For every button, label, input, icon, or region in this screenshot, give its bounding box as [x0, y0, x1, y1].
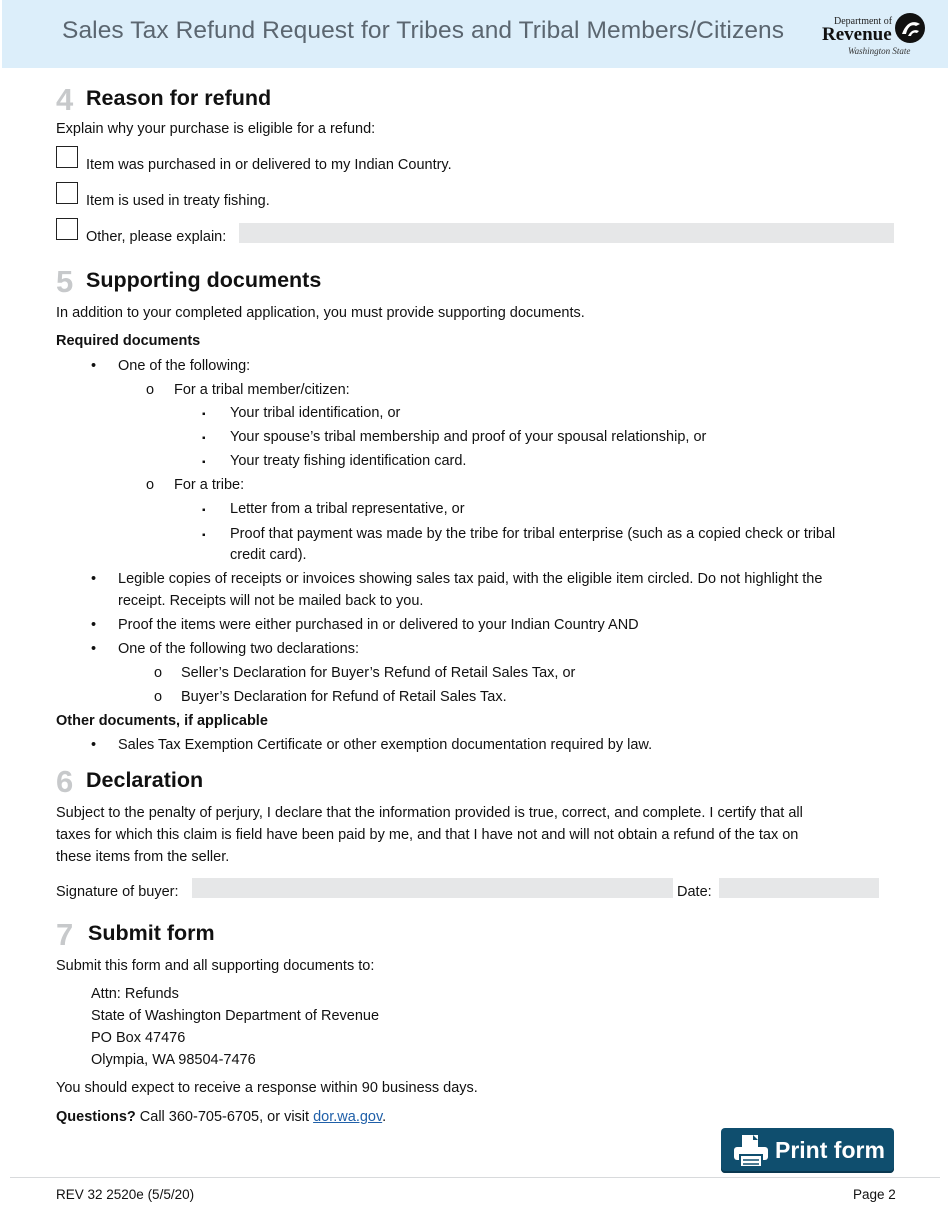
section-5-intro: In addition to your completed application, you must provide supporting documents. [56, 305, 585, 321]
address-line-1: Attn: Refunds [91, 986, 179, 1002]
date-input[interactable] [719, 878, 879, 898]
receipts-line-1: Legible copies of receipts or invoices showing sales tax paid, with the eligible item circled. Do not highlight the [118, 571, 823, 587]
declaration-text-1: Subject to the penalty of perjury, I declare that the information provided is true, correct, and complete. I certify that all [56, 805, 803, 821]
mountain-logo-icon [894, 12, 926, 44]
receipts-line-2: receipt. Receipts will not be mailed back to you. [118, 593, 424, 609]
declaration-text-3: these items from the seller. [56, 849, 230, 865]
declaration-item-2: Buyer’s Declaration for Refund of Retail Sales Tax. [181, 689, 507, 705]
member-item-1: Your tribal identification, or [230, 405, 401, 421]
section-5-title: Supporting documents [86, 268, 322, 292]
section-4-intro: Explain why your purchase is eligible for a refund: [56, 121, 376, 137]
bullet-dot-icon: • [91, 571, 97, 587]
member-heading: For a tribal member/citizen: [174, 382, 350, 398]
option-other-label: Other, please explain: [86, 229, 227, 245]
section-4-number: 4 [56, 82, 74, 117]
option-treaty-fishing-label: Item is used in treaty fishing. [86, 193, 270, 209]
option-indian-country-label: Item was purchased in or delivered to my Indian Country. [86, 157, 452, 173]
bullet-dot-icon: • [91, 737, 97, 753]
printer-icon [731, 1133, 771, 1169]
declaration-text-2: taxes for which this claim is field have been paid by me, and that I have not and will not obtain a refund of the tax on [56, 827, 799, 843]
logo-dept-text: Department of [834, 16, 893, 27]
tribe-heading: For a tribe: [174, 477, 245, 493]
response-time: You should expect to receive a response within 90 business days. [56, 1080, 478, 1096]
footer-divider [10, 1177, 940, 1178]
bullet-o-icon: o [154, 689, 163, 705]
checkbox-indian-country[interactable] [56, 146, 78, 168]
questions-text: Call 360-705-6705, or visit [135, 1109, 314, 1125]
form-id: REV 32 2520e (5/5/20) [56, 1187, 195, 1202]
bullet-square-icon: ▪ [202, 530, 206, 541]
member-item-3: Your treaty fishing identification card. [230, 453, 467, 469]
submit-intro: Submit this form and all supporting documents to: [56, 958, 375, 974]
checkbox-treaty-fishing[interactable] [56, 182, 78, 204]
proof-line: Proof the items were either purchased in or delivered to your Indian Country AND [118, 617, 639, 633]
other-explain-input[interactable] [239, 223, 894, 243]
other-document-item: Sales Tax Exemption Certificate or other exemption documentation required by law. [118, 737, 653, 753]
section-5-number: 5 [56, 264, 74, 299]
bullet-dot-icon: • [91, 617, 97, 633]
declaration-item-1: Seller’s Declaration for Buyer’s Refund of Retail Sales Tax, or [181, 665, 576, 681]
bullet-dot-icon: • [91, 358, 97, 374]
print-form-label: Print form [775, 1137, 885, 1163]
section-4-title: Reason for refund [86, 86, 272, 110]
questions-line [56, 1109, 386, 1125]
dor-website-link[interactable]: dor.wa.gov [313, 1109, 383, 1125]
bullet-square-icon: ▪ [202, 505, 206, 516]
bullet-o-icon: o [146, 477, 155, 493]
bullet-dot-icon: • [91, 641, 97, 657]
section-7-title: Submit form [88, 921, 215, 945]
section-7-number: 7 [56, 917, 74, 952]
questions-end: . [382, 1109, 387, 1125]
section-6-number: 6 [56, 764, 74, 799]
page-title: Sales Tax Refund Request for Tribes and Tribal Members/Citizens [62, 17, 785, 44]
date-label: Date: [677, 884, 712, 900]
bullet-square-icon: ▪ [202, 457, 206, 468]
page-header [2, 0, 948, 68]
bullet-o-icon: o [146, 382, 155, 398]
address-line-2: State of Washington Department of Revenue [91, 1008, 380, 1024]
address-line-4: Olympia, WA 98504-7476 [91, 1052, 256, 1068]
member-item-2: Your spouse’s tribal membership and proof of your spousal relationship, or [230, 429, 707, 445]
bullet-square-icon: ▪ [202, 409, 206, 420]
print-form-button[interactable] [721, 1128, 894, 1173]
one-of-following: One of the following: [118, 358, 251, 374]
page-number: Page 2 [853, 1187, 896, 1202]
address-line-3: PO Box 47476 [91, 1030, 186, 1046]
tribe-item-2-cont: credit card). [230, 547, 307, 563]
questions-label: Questions? [56, 1109, 136, 1125]
bullet-o-icon: o [154, 665, 163, 681]
bullet-square-icon: ▪ [202, 433, 206, 444]
tribe-item-2: Proof that payment was made by the tribe for tribal enterprise (such as a copied check or tribal [230, 526, 836, 542]
declarations-heading: One of the following two declarations: [118, 641, 359, 657]
logo-name-text: Revenue [822, 24, 892, 45]
tribe-item-1: Letter from a tribal representative, or [230, 501, 465, 517]
logo-state-text: Washington State [848, 46, 911, 56]
section-6-title: Declaration [86, 768, 204, 792]
other-documents-heading: Other documents, if applicable [56, 713, 268, 729]
dor-logo [822, 12, 932, 58]
checkbox-other[interactable] [56, 218, 78, 240]
required-documents-heading: Required documents [56, 333, 201, 349]
signature-input[interactable] [192, 878, 673, 898]
signature-label: Signature of buyer: [56, 884, 179, 900]
